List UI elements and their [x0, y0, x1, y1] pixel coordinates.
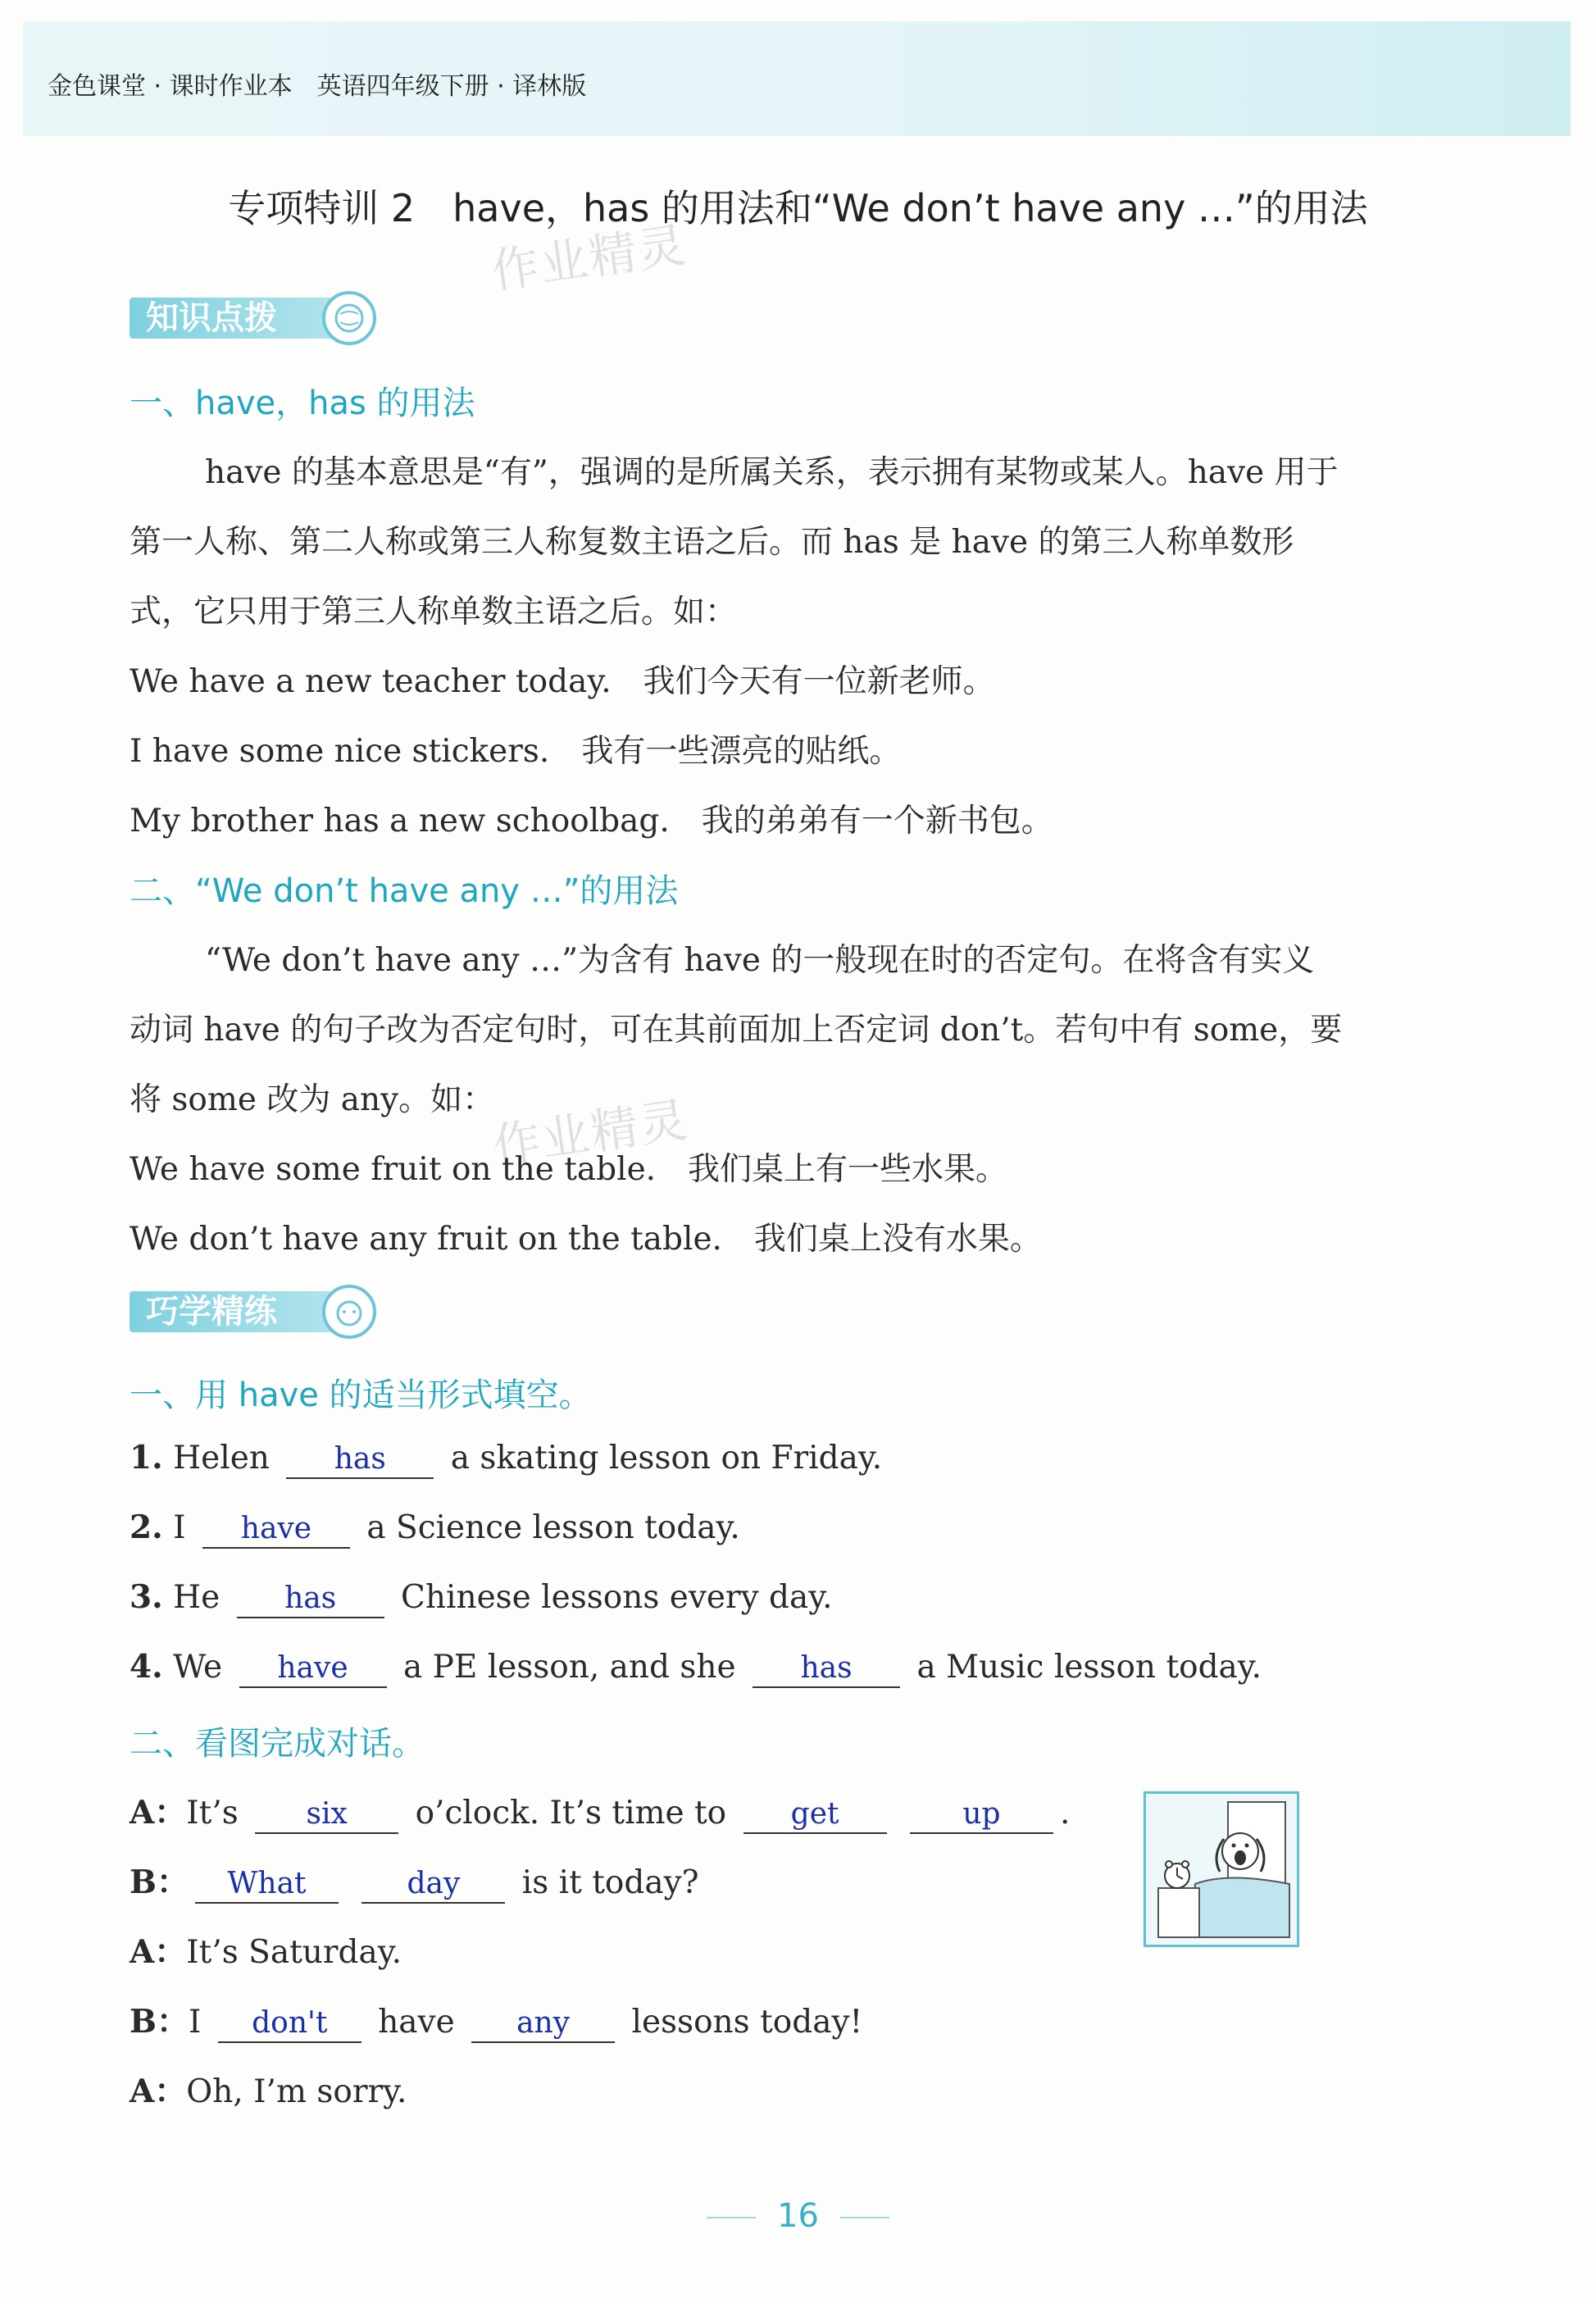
item-number: 2. — [130, 1508, 163, 1546]
item-text: We — [173, 1649, 223, 1686]
header-text: 金色课堂 · 课时作业本 英语四年级下册 · 译林版 — [48, 72, 587, 101]
text-line: 将 some 改为 any。如： — [130, 1081, 495, 1118]
example-line: We have some fruit on the table. 我们桌上有一些水果。 — [130, 1151, 1008, 1188]
dialog-text: Oh, I’m sorry. — [186, 2073, 407, 2110]
boy-waking-illustration — [1144, 1791, 1299, 1947]
section-head-dont-have-any: 二、“We don’t have any …”的用法 — [130, 872, 679, 910]
dialog-text: is it today? — [521, 1864, 699, 1901]
item-text: a PE lesson, and she — [402, 1649, 736, 1686]
answer-blank[interactable]: has — [753, 1650, 900, 1688]
dialog-line-a2 — [130, 1927, 402, 1973]
answer-blank[interactable]: up — [910, 1796, 1053, 1834]
answer-blank[interactable]: have — [202, 1511, 350, 1549]
exercise-item-1 — [130, 1439, 882, 1479]
dialog-line-a1 — [130, 1787, 1070, 1834]
item-text: Chinese lessons every day. — [401, 1579, 833, 1616]
page-title: 专项特训 2 have，has 的用法和“We don’t have any …”的用法 — [228, 186, 1368, 230]
dialog-text: It’s Saturday. — [186, 1934, 402, 1971]
dialog-text: lessons today! — [631, 2004, 863, 2041]
practice-banner: 巧学精练 — [130, 1291, 359, 1332]
exercise-item-4 — [130, 1648, 1262, 1688]
answer-blank[interactable]: any — [471, 2005, 615, 2043]
speaker-label: B： — [130, 2003, 189, 2041]
dialog-line-a3 — [130, 2066, 407, 2112]
globe-icon — [322, 291, 376, 345]
dialog-text: o’clock. It’s time to — [415, 1795, 727, 1832]
item-number: 4. — [130, 1648, 163, 1686]
item-text: He — [173, 1579, 221, 1616]
dialog-text: have — [378, 2004, 455, 2041]
page-number — [0, 2197, 1596, 2235]
dialog-text: . — [1059, 1795, 1071, 1832]
speaker-label: A： — [130, 2073, 187, 2110]
divider — [840, 2217, 889, 2218]
answer-blank[interactable]: six — [255, 1796, 398, 1834]
example-line: We have a new teacher today. 我们今天有一位新老师。 — [130, 663, 995, 700]
page-number-text: 16 — [777, 2197, 819, 2235]
text-line: “We don’t have any …”为含有 have 的一般现在时的否定句。在将含有实义 — [205, 942, 1315, 979]
answer-blank[interactable]: day — [361, 1866, 505, 1904]
answer-blank[interactable]: has — [237, 1581, 384, 1618]
face-icon — [322, 1285, 376, 1339]
section-head-have-has: 一、have，has 的用法 — [130, 385, 475, 422]
item-number: 1. — [130, 1439, 163, 1477]
item-text: Helen — [173, 1440, 270, 1477]
answer-blank[interactable]: don't — [218, 2005, 361, 2043]
dialog-text: It’s — [186, 1795, 239, 1832]
knowledge-banner: 知识点拨 — [130, 298, 359, 339]
exercise-item-2 — [130, 1508, 740, 1549]
item-text: a Music lesson today. — [916, 1649, 1262, 1686]
dialog-line-b2 — [130, 1996, 862, 2043]
text-line: have 的基本意思是“有”，强调的是所属关系，表示拥有某物或某人。have 用于 — [205, 454, 1339, 491]
part1-head: 一、用 have 的适当形式填空。 — [130, 1377, 592, 1414]
text-line: 第一人称、第二人称或第三人称复数主语之后。而 has 是 have 的第三人称单数形 — [130, 524, 1294, 561]
answer-blank[interactable]: get — [743, 1796, 887, 1834]
answer-blank[interactable]: What — [195, 1866, 339, 1904]
speaker-label: B： — [130, 1863, 189, 1901]
dialog-line-b1 — [130, 1857, 699, 1904]
exercise-item-3 — [130, 1578, 832, 1618]
part2-head: 二、看图完成对话。 — [130, 1725, 425, 1763]
dialog-text: I — [188, 2004, 202, 2041]
divider — [707, 2217, 756, 2218]
answer-blank[interactable]: has — [286, 1441, 434, 1479]
text-line: 动词 have 的句子改为否定句时，可在其前面加上否定词 don’t。若句中有 some，要 — [130, 1012, 1343, 1049]
item-text: a skating lesson on Friday. — [450, 1440, 883, 1477]
watermark: 作业精灵 — [489, 1091, 693, 1175]
watermark: 作业精灵 — [488, 216, 691, 300]
item-number: 3. — [130, 1578, 163, 1616]
item-text: I — [173, 1509, 186, 1546]
example-line: I have some nice stickers. 我有一些漂亮的贴纸。 — [130, 733, 902, 770]
example-line: We don’t have any fruit on the table. 我们桌上没有水果。 — [130, 1221, 1042, 1258]
speaker-label: A： — [130, 1933, 187, 1971]
text-line: 式，它只用于第三人称单数主语之后。如： — [130, 594, 738, 630]
example-line: My brother has a new schoolbag. 我的弟弟有一个新书包。 — [130, 803, 1053, 840]
item-text: a Science lesson today. — [366, 1509, 740, 1546]
answer-blank[interactable]: have — [239, 1650, 387, 1688]
speaker-label: A： — [130, 1794, 187, 1832]
